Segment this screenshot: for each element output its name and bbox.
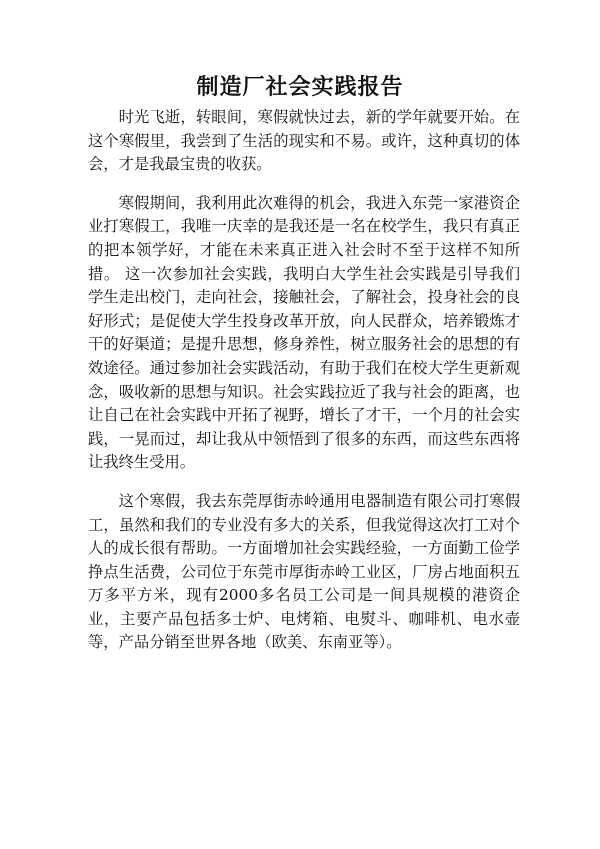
paragraph-1: 时光飞逝，转眼间，寒假就快过去，新的学年就要开始。在这个寒假里，我尝到了生活的现实和不易。或许，这种真切的体会，才是我最宝贵的收获。: [88, 108, 520, 174]
paragraph-2: 寒假期间，我利用此次难得的机会，我进入东莞一家港资企业打寒假工，我唯一庆幸的是我还是一名在校学生，我只有真正的把本领学好，才能在未来真正进入社会时不至于这样不知所措。 这一次参加社会实践，我明白大学生社会实践是引导我们学生走出校门，走向社会，接触社会，了解社会，投身社会的良好形式；是促使大学生投身改革开放，向人民群众，培养锻炼才干的好渠道；是提升思想，修身养性，树立服务社会的思想的有效途径。通过参加社会实践活动，有助于我们在校大学生更新观念，吸收新的思想与知识。社会实践拉近了我与社会的距离，也让自己在社会实践中开拓了视野，增长了才干，一个月的社会实践，一晃而过，却让我从中领悟到了很多的东西，而这些东西将让我终生受用。: [88, 193, 520, 472]
paragraph-3: 这个寒假，我去东莞厚街赤岭通用电器制造有限公司打寒假工，虽然和我们的专业没有多大的关系，但我觉得这次打工对个人的成长很有帮助。一方面增加社会实践经验，一方面勤工俭学挣点生活费，公司位于东莞市厚街赤岭工业区，厂房占地面积五万多平方米，现有2000多名员工公司是一间具规模的港资企业，主要产品包括多士炉、电烤箱、电熨斗、咖啡机、电水壶等，产品分销至世界各地（欧美、东南亚等）。: [88, 491, 520, 652]
document-body: [88, 106, 520, 655]
document-title: 制造厂社会实践报告: [196, 74, 404, 100]
